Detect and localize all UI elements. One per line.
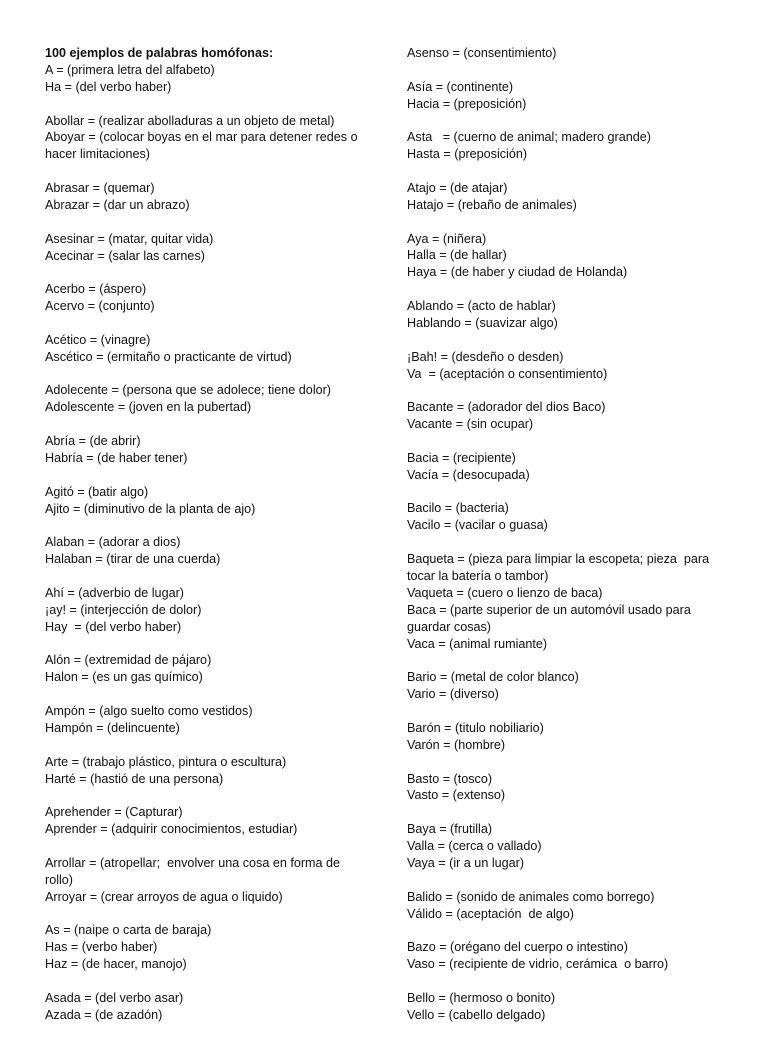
homophone-group — [407, 180, 729, 214]
homophone-entry: Varón = (hombre) — [407, 737, 506, 752]
homophone-group — [45, 484, 371, 518]
homophone-entry: Basto = (tosco) — [407, 771, 493, 786]
homophone-entry: Baqueta = (pieza para limpiar la escopeta; pieza para tocar la batería o tambor) — [407, 552, 713, 583]
homophone-entry: Aboyar = (colocar boyas en el mar para detener redes o hacer limitaciones) — [45, 130, 362, 162]
homophone-group — [407, 298, 729, 332]
homophone-entry: Adolescente = (joven en la pubertad) — [45, 400, 252, 415]
homophone-entry: Hay = (del verbo haber) — [45, 619, 182, 634]
homophone-group — [407, 551, 729, 652]
homophone-entry: Acecinar = (salar las carnes) — [45, 248, 205, 263]
homophone-group — [407, 231, 729, 282]
homophone-group — [407, 79, 729, 113]
left-column — [45, 45, 371, 1041]
homophone-entry: Vario = (diverso) — [407, 687, 499, 702]
homophone-entry: ¡Bah! = (desdeño o desden) — [407, 349, 564, 364]
homophone-entry: Vacilo = (vacilar o guasa) — [407, 518, 548, 533]
homophone-entry: Asenso = (consentimiento) — [407, 46, 557, 60]
homophone-entry: Adolecente = (persona que se adolece; tiene dolor) — [45, 383, 332, 398]
homophone-group — [407, 129, 729, 163]
homophone-entry: Asada = (del verbo asar) — [45, 990, 184, 1005]
homophone-entry: Acerbo = (áspero) — [45, 282, 147, 297]
homophone-group — [45, 534, 371, 568]
homophone-entry: Valla = (cerca o vallado) — [407, 839, 542, 854]
homophone-entry: Vacante = (sin ocupar) — [407, 417, 534, 432]
homophone-group — [45, 62, 371, 96]
homophone-group — [45, 281, 371, 315]
homophone-entry: Arroyar = (crear arroyos de agua o liquido) — [45, 889, 283, 904]
homophone-entry: Atajo = (de atajar) — [407, 180, 508, 195]
homophone-group — [407, 500, 729, 534]
homophone-entry: Acervo = (conjunto) — [45, 299, 155, 314]
homophone-group — [45, 180, 371, 214]
homophone-entry: Aprender = (adquirir conocimientos, estudiar) — [45, 822, 298, 837]
homophone-group — [45, 113, 371, 164]
homophone-entry: Bacante = (adorador del dios Baco) — [407, 400, 606, 415]
homophone-group — [407, 821, 729, 872]
homophone-entry: Acético = (vinagre) — [45, 332, 151, 347]
homophone-group — [45, 433, 371, 467]
homophone-entry: Abollar = (realizar abolladuras a un objeto de metal) — [45, 113, 335, 128]
homophone-entry: Vaya = (ir a un lugar) — [407, 855, 525, 870]
homophone-group — [407, 889, 729, 923]
homophone-entry: Ascético = (ermitaño o practicante de virtud) — [45, 349, 292, 364]
homophone-group — [45, 332, 371, 366]
homophone-entry: Va = (aceptación o consentimiento) — [407, 366, 608, 381]
homophone-entry: Halon = (es un gas químico) — [45, 670, 203, 685]
homophone-entry: As = (naipe o carta de baraja) — [45, 923, 212, 938]
homophone-group — [407, 669, 729, 703]
document-title: 100 ejemplos de palabras homófonas: — [45, 46, 274, 60]
homophone-entry: Arrollar = (atropellar; envolver una cosa en forma de rollo) — [45, 855, 344, 887]
homophone-group — [407, 349, 729, 383]
homophone-entry: Alón = (extremidad de pájaro) — [45, 653, 212, 668]
homophone-entry: Hacia = (preposición) — [407, 96, 527, 111]
homophone-group — [407, 939, 729, 973]
homophone-entry: Vasto = (extenso) — [407, 788, 506, 803]
homophone-entry: Haz = (de hacer, manojo) — [45, 957, 187, 972]
homophone-entry: Bario = (metal de color blanco) — [407, 670, 579, 685]
homophone-group — [45, 990, 371, 1024]
homophone-group — [407, 771, 729, 805]
homophone-entry: Baya = (frutilla) — [407, 822, 493, 837]
homophone-entry: Ha = (del verbo haber) — [45, 79, 172, 94]
homophone-entry: Arte = (trabajo plástico, pintura o escultura) — [45, 754, 287, 769]
homophone-group — [407, 45, 729, 62]
homophone-entry: Abrazar = (dar un abrazo) — [45, 197, 190, 212]
homophone-entry: Balido = (sonido de animales como borrego) — [407, 889, 655, 904]
homophone-group — [45, 652, 371, 686]
homophone-entry: Harté = (hastió de una persona) — [45, 771, 224, 786]
homophone-entry: Válido = (aceptación de algo) — [407, 906, 574, 921]
homophone-entry: Habría = (de haber tener) — [45, 450, 188, 465]
homophone-entry: Vaca = (animal rumiante) — [407, 636, 548, 651]
homophone-entry: Aprehender = (Capturar) — [45, 805, 183, 820]
homophone-entry: Azada = (de azadón) — [45, 1007, 163, 1022]
homophone-entry: Has = (verbo haber) — [45, 940, 158, 955]
homophone-entry: Haya = (de haber y ciudad de Holanda) — [407, 265, 628, 280]
homophone-group — [45, 231, 371, 265]
homophone-entry: Barón = (titulo nobiliario) — [407, 720, 544, 735]
homophone-entry: Agitó = (batir algo) — [45, 484, 149, 499]
homophone-entry: Hasta = (preposición) — [407, 147, 528, 162]
homophone-entry: Abrasar = (quemar) — [45, 181, 155, 196]
homophone-group — [407, 399, 729, 433]
homophone-entry: Abría = (de abrir) — [45, 434, 141, 449]
homophone-entry: Asesinar = (matar, quitar vida) — [45, 231, 214, 246]
homophone-group — [407, 720, 729, 754]
homophone-group — [407, 990, 729, 1024]
right-column — [407, 45, 729, 1041]
homophone-entry: Bacia = (recipiente) — [407, 450, 516, 465]
homophone-entry: Ablando = (acto de hablar) — [407, 299, 556, 314]
homophone-entry: Halla = (de hallar) — [407, 248, 507, 263]
homophone-entry: Aya = (niñera) — [407, 231, 487, 246]
homophone-entry: Hampón = (delincuente) — [45, 720, 180, 735]
homophone-entry: Vello = (cabello delgado) — [407, 1007, 546, 1022]
homophone-entry: Bello = (hermoso o bonito) — [407, 990, 556, 1005]
homophone-entry: Bazo = (orégano del cuerpo o intestino) — [407, 940, 628, 955]
homophone-entry: Asta = (cuerno de animal; madero grande) — [407, 130, 651, 145]
homophone-entry: ¡ay! = (interjección de dolor) — [45, 602, 202, 617]
homophone-entry: Baca = (parte superior de un automóvil usado para guardar cosas) — [407, 602, 695, 634]
homophone-group — [45, 754, 371, 788]
homophone-entry: Alaban = (adorar a dios) — [45, 535, 181, 550]
homophone-entry: Ampón = (algo suelto como vestidos) — [45, 704, 253, 719]
homophone-entry: Hatajo = (rebaño de animales) — [407, 197, 577, 212]
homophone-entry: Asía = (continente) — [407, 79, 514, 94]
homophone-entry: A = (primera letra del alfabeto) — [45, 62, 215, 77]
homophone-group — [407, 450, 729, 484]
homophone-group — [45, 922, 371, 973]
homophone-group — [45, 585, 371, 636]
homophone-group — [45, 703, 371, 737]
homophone-entry: Vaqueta = (cuero o lienzo de baca) — [407, 585, 603, 600]
homophone-entry: Hablando = (suavizar algo) — [407, 315, 558, 330]
homophone-entry: Vacía = (desocupada) — [407, 467, 530, 482]
homophone-entry: Bacilo = (bacteria) — [407, 501, 509, 516]
homophone-entry: Vaso = (recipiente de vidrio, cerámica o barro) — [407, 957, 669, 972]
homophone-group — [45, 855, 371, 906]
homophone-entry: Halaban = (tirar de una cuerda) — [45, 552, 221, 567]
homophone-entry: Ahí = (adverbio de lugar) — [45, 585, 184, 600]
homophone-entry: Ajito = (diminutivo de la planta de ajo) — [45, 501, 256, 516]
homophone-group — [45, 804, 371, 838]
homophone-group — [45, 382, 371, 416]
